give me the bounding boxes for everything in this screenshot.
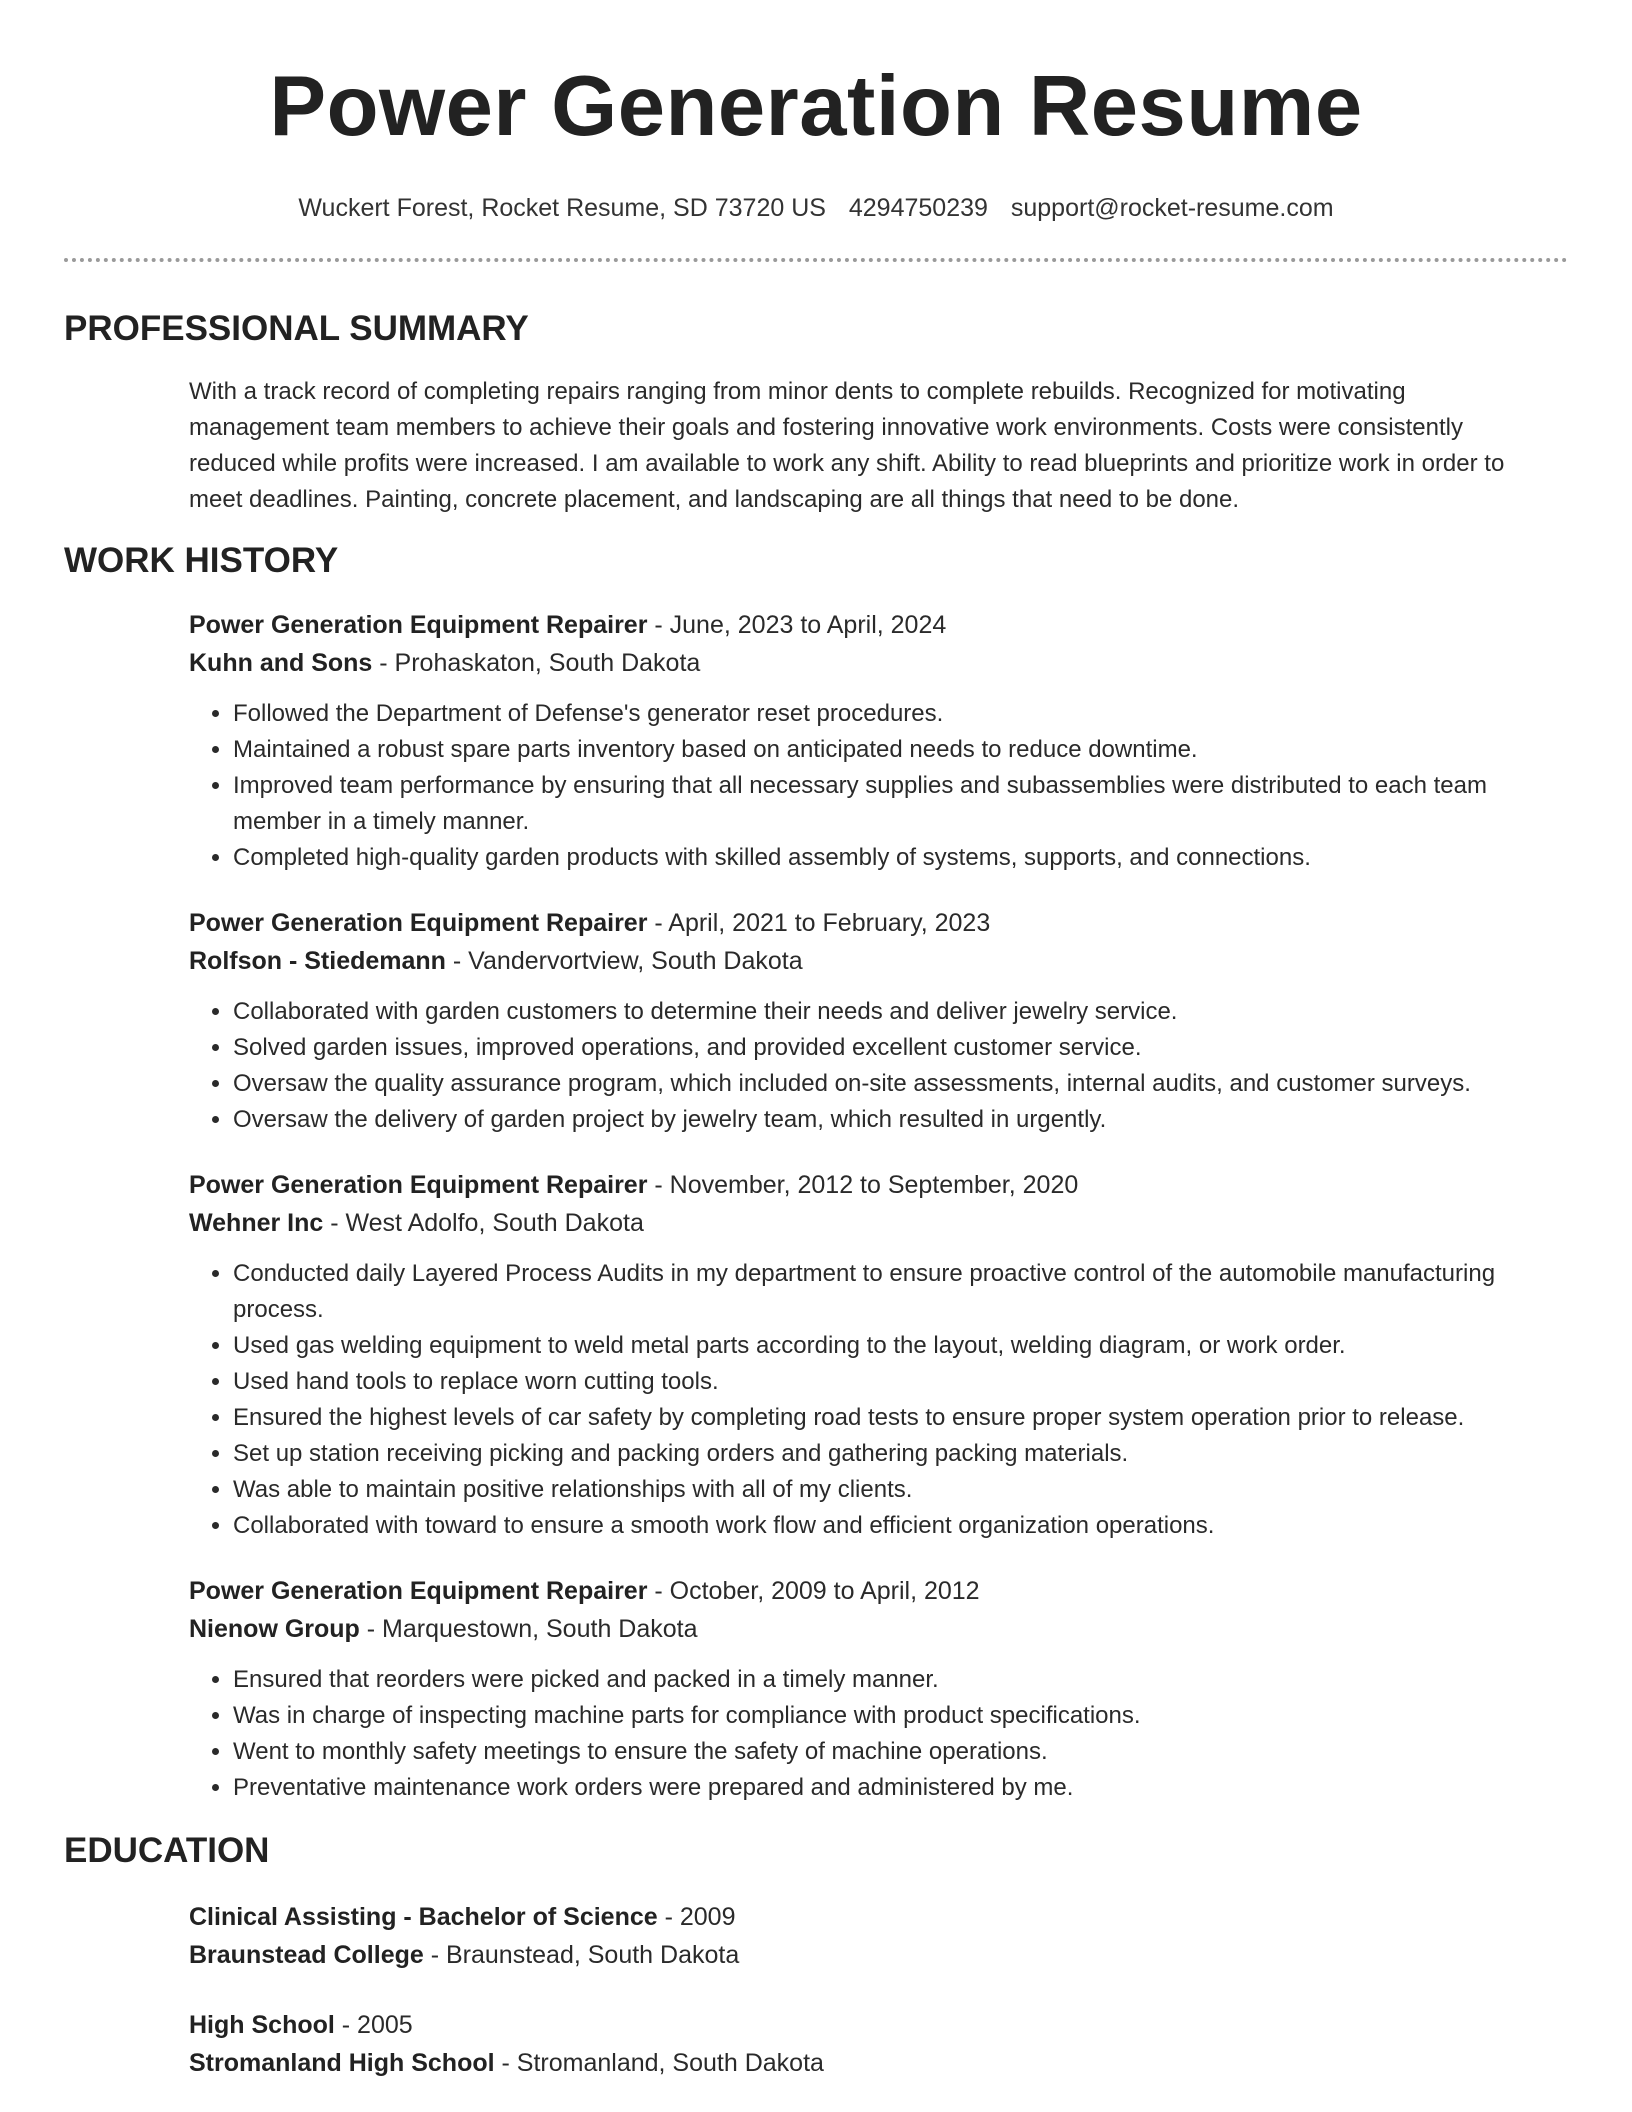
job-entry <box>189 1572 1568 1806</box>
contact-phone: 4294750239 <box>848 194 988 222</box>
job-entry <box>189 904 1568 1138</box>
job-duties-list <box>189 1256 1568 1544</box>
job-dates: - October, 2009 to April, 2012 <box>647 1577 980 1605</box>
job-company-line <box>189 942 1568 980</box>
job-position: Power Generation Equipment Repairer <box>189 909 648 937</box>
job-title-line <box>189 904 1568 942</box>
job-duty: • Set up station receiving picking and packing orders and gathering packing materials. <box>233 1436 1568 1472</box>
job-duty: • Ensured that reorders were picked and packed in a timely manner. <box>233 1662 1568 1698</box>
job-location: - Vandervortview, South Dakota <box>445 947 803 975</box>
job-position: Power Generation Equipment Repairer <box>189 1577 648 1605</box>
job-duties-list <box>189 1662 1568 1806</box>
education-entry <box>189 2006 1568 2082</box>
contact-email: support@rocket-resume.com <box>1010 194 1334 222</box>
job-duty: • Preventative maintenance work orders were prepared and administered by me. <box>233 1770 1568 1806</box>
job-duties-list <box>189 696 1568 876</box>
job-dates: - June, 2023 to April, 2024 <box>647 611 947 639</box>
summary-text <box>189 374 1568 518</box>
job-duty: • Conducted daily Layered Process Audits in my department to ensure proactive control of the automobile manufacturing process. <box>233 1256 1568 1328</box>
job-duty: • Ensured the highest levels of car safety by completing road tests to ensure proper system operation prior to release. <box>233 1400 1568 1436</box>
job-title-line <box>189 606 1568 644</box>
education-degree-line <box>189 2006 1568 2044</box>
job-duty: • Collaborated with toward to ensure a smooth work flow and efficient organization operations. <box>233 1508 1568 1544</box>
job-duty: • Solved garden issues, improved operations, and provided excellent customer service. <box>233 1030 1568 1066</box>
job-company: Kuhn and Sons <box>189 649 373 677</box>
job-title-line <box>189 1166 1568 1204</box>
summary-line: meet deadlines. Painting, concrete placement, and landscaping are all things that need to be done. <box>189 486 1240 513</box>
job-dates: - November, 2012 to September, 2020 <box>647 1171 1079 1199</box>
job-location: - Marquestown, South Dakota <box>359 1615 698 1643</box>
job-company-line <box>189 644 1568 682</box>
work-history-heading: WORK HISTORY <box>64 541 339 580</box>
education-heading: EDUCATION <box>64 1831 270 1870</box>
job-duty: • Followed the Department of Defense's generator reset procedures. <box>233 696 1568 732</box>
job-duty: • Improved team performance by ensuring that all necessary supplies and subassemblies were distributed to each team member in a timely manner. <box>233 768 1568 840</box>
education-degree-line <box>189 1898 1568 1936</box>
job-company-line <box>189 1204 1568 1242</box>
summary-line: reduced while profits were increased. I am available to work any shift. Ability to read blueprints and prioritize work in order to <box>189 450 1505 477</box>
job-duty: • Oversaw the quality assurance program, which included on-site assessments, internal audits, and customer surveys. <box>233 1066 1568 1102</box>
job-position: Power Generation Equipment Repairer <box>189 611 648 639</box>
education-year: - 2009 <box>657 1903 736 1931</box>
header-divider <box>64 258 1568 262</box>
education-school-line <box>189 2044 1568 2082</box>
education-location: - Braunstead, South Dakota <box>423 1941 740 1969</box>
summary-heading: PROFESSIONAL SUMMARY <box>64 309 529 348</box>
education-section <box>64 1830 1568 2082</box>
job-duty: • Oversaw the delivery of garden project by jewelry team, which resulted in urgently. <box>233 1102 1568 1138</box>
resume-title: Power Generation Resume <box>269 59 1363 154</box>
education-degree: High School <box>189 2011 335 2039</box>
job-company: Nienow Group <box>189 1615 360 1643</box>
job-duty: • Used hand tools to replace worn cutting tools. <box>233 1364 1568 1400</box>
job-duty: • Collaborated with garden customers to determine their needs and deliver jewelry service. <box>233 994 1568 1030</box>
job-duty: • Was in charge of inspecting machine parts for compliance with product specifications. <box>233 1698 1568 1734</box>
summary-section <box>64 308 1568 518</box>
job-duty: • Completed high-quality garden products with skilled assembly of systems, supports, and connections. <box>233 840 1568 876</box>
education-degree: Clinical Assisting - Bachelor of Science <box>189 1903 658 1931</box>
education-school: Stromanland High School <box>189 2049 495 2077</box>
job-company: Wehner Inc <box>189 1209 324 1237</box>
job-position: Power Generation Equipment Repairer <box>189 1171 648 1199</box>
job-title-line <box>189 1572 1568 1610</box>
contact-line <box>0 192 1632 224</box>
job-duty: • Was able to maintain positive relationships with all of my clients. <box>233 1472 1568 1508</box>
resume-header <box>0 0 1632 224</box>
education-location: - Stromanland, South Dakota <box>494 2049 824 2077</box>
job-duty: • Went to monthly safety meetings to ensure the safety of machine operations. <box>233 1734 1568 1770</box>
job-duty: • Maintained a robust spare parts inventory based on anticipated needs to reduce downtime. <box>233 732 1568 768</box>
job-company-line <box>189 1610 1568 1648</box>
job-duty: • Used gas welding equipment to weld metal parts according to the layout, welding diagram, or work order. <box>233 1328 1568 1364</box>
summary-line: management team members to achieve their goals and fostering innovative work environments. Costs were consistently <box>189 414 1463 441</box>
job-duties-list <box>189 994 1568 1138</box>
work-history-section <box>64 540 1568 1806</box>
job-dates: - April, 2021 to February, 2023 <box>647 909 991 937</box>
job-location: - Prohaskaton, South Dakota <box>372 649 701 677</box>
job-entry <box>189 606 1568 876</box>
education-school: Braunstead College <box>189 1941 424 1969</box>
contact-address: Wuckert Forest, Rocket Resume, SD 73720 US <box>298 194 826 222</box>
job-location: - West Adolfo, South Dakota <box>323 1209 644 1237</box>
job-company: Rolfson - Stiedemann <box>189 947 446 975</box>
education-year: - 2005 <box>334 2011 413 2039</box>
education-school-line <box>189 1936 1568 1974</box>
education-entry <box>189 1898 1568 1974</box>
job-entry <box>189 1166 1568 1544</box>
summary-line: With a track record of completing repairs ranging from minor dents to complete rebuilds. Recognized for motivating <box>189 378 1406 405</box>
